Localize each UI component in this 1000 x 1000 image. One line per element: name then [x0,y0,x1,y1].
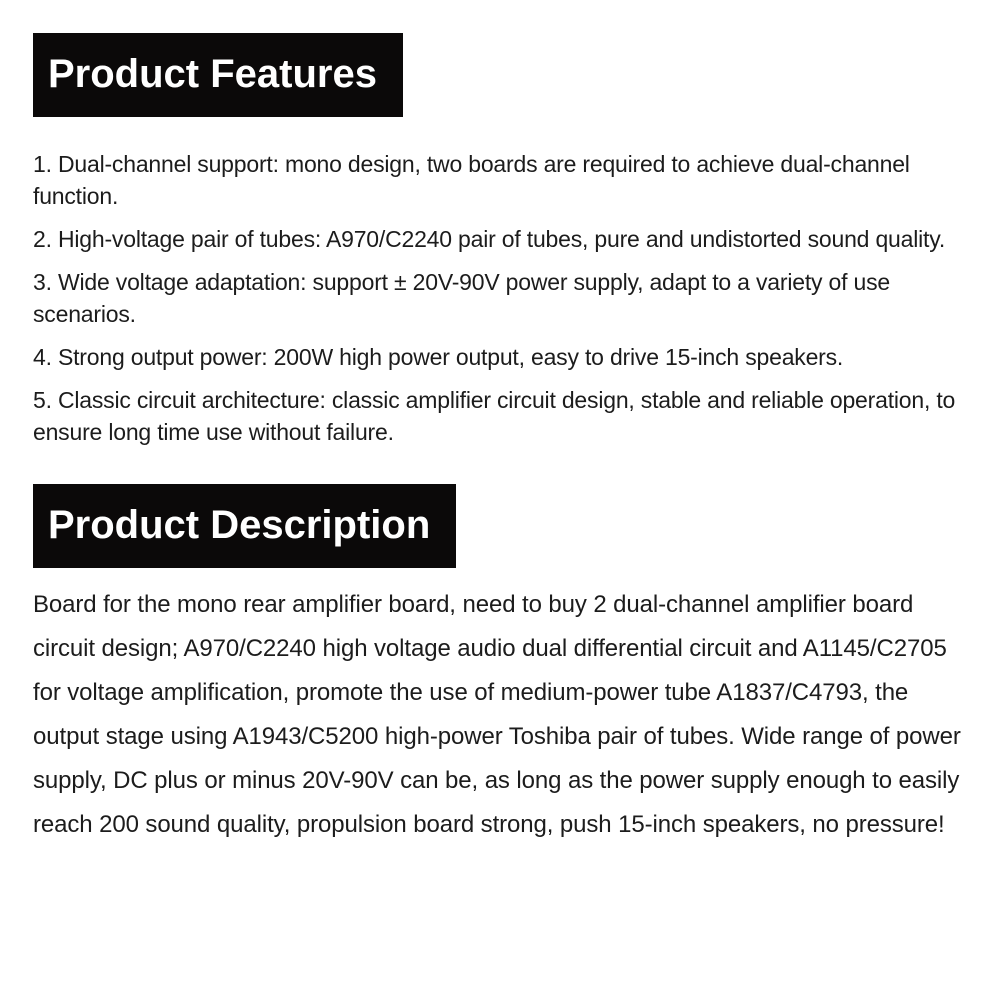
product-features-title: Product Features [48,52,377,96]
feature-item-2: 2. High-voltage pair of tubes: A970/C2240 pair of tubes, pure and undistorted sound quality. [33,226,946,252]
feature-item-4: 4. Strong output power: 200W high power output, easy to drive 15-inch speakers. [33,344,844,370]
product-description-title: Product Description [48,503,431,547]
feature-item-1: 1. Dual-channel support: mono design, two boards are required to achieve dual-channel function. [33,151,910,209]
product-description-section [33,484,972,847]
product-features-list [33,148,968,448]
feature-item-5: 5. Classic circuit architecture: classic amplifier circuit design, stable and reliable operation, to ensure long time use without failure. [33,387,956,445]
product-description-header [33,484,456,568]
product-features-header [33,33,403,117]
product-description-text: Board for the mono rear amplifier board, need to buy 2 dual-channel amplifier board circuit design; A970/C2240 high voltage audio dual differential circuit and A1145/C2705 for voltage amplification, promote the use of medium-power tube A1837/C4793, the output stage using A1943/C5200 high-power Toshiba pair of tubes. Wide range of power supply, DC plus or minus 20V-90V can be, as long as the power supply enough to easily reach 200 sound quality, propulsion board strong, push 15-inch speakers, no pressure! [33,591,961,838]
product-features-section [33,33,972,448]
feature-item-3: 3. Wide voltage adaptation: support ± 20V-90V power supply, adapt to a variety of use scenarios. [33,269,890,327]
